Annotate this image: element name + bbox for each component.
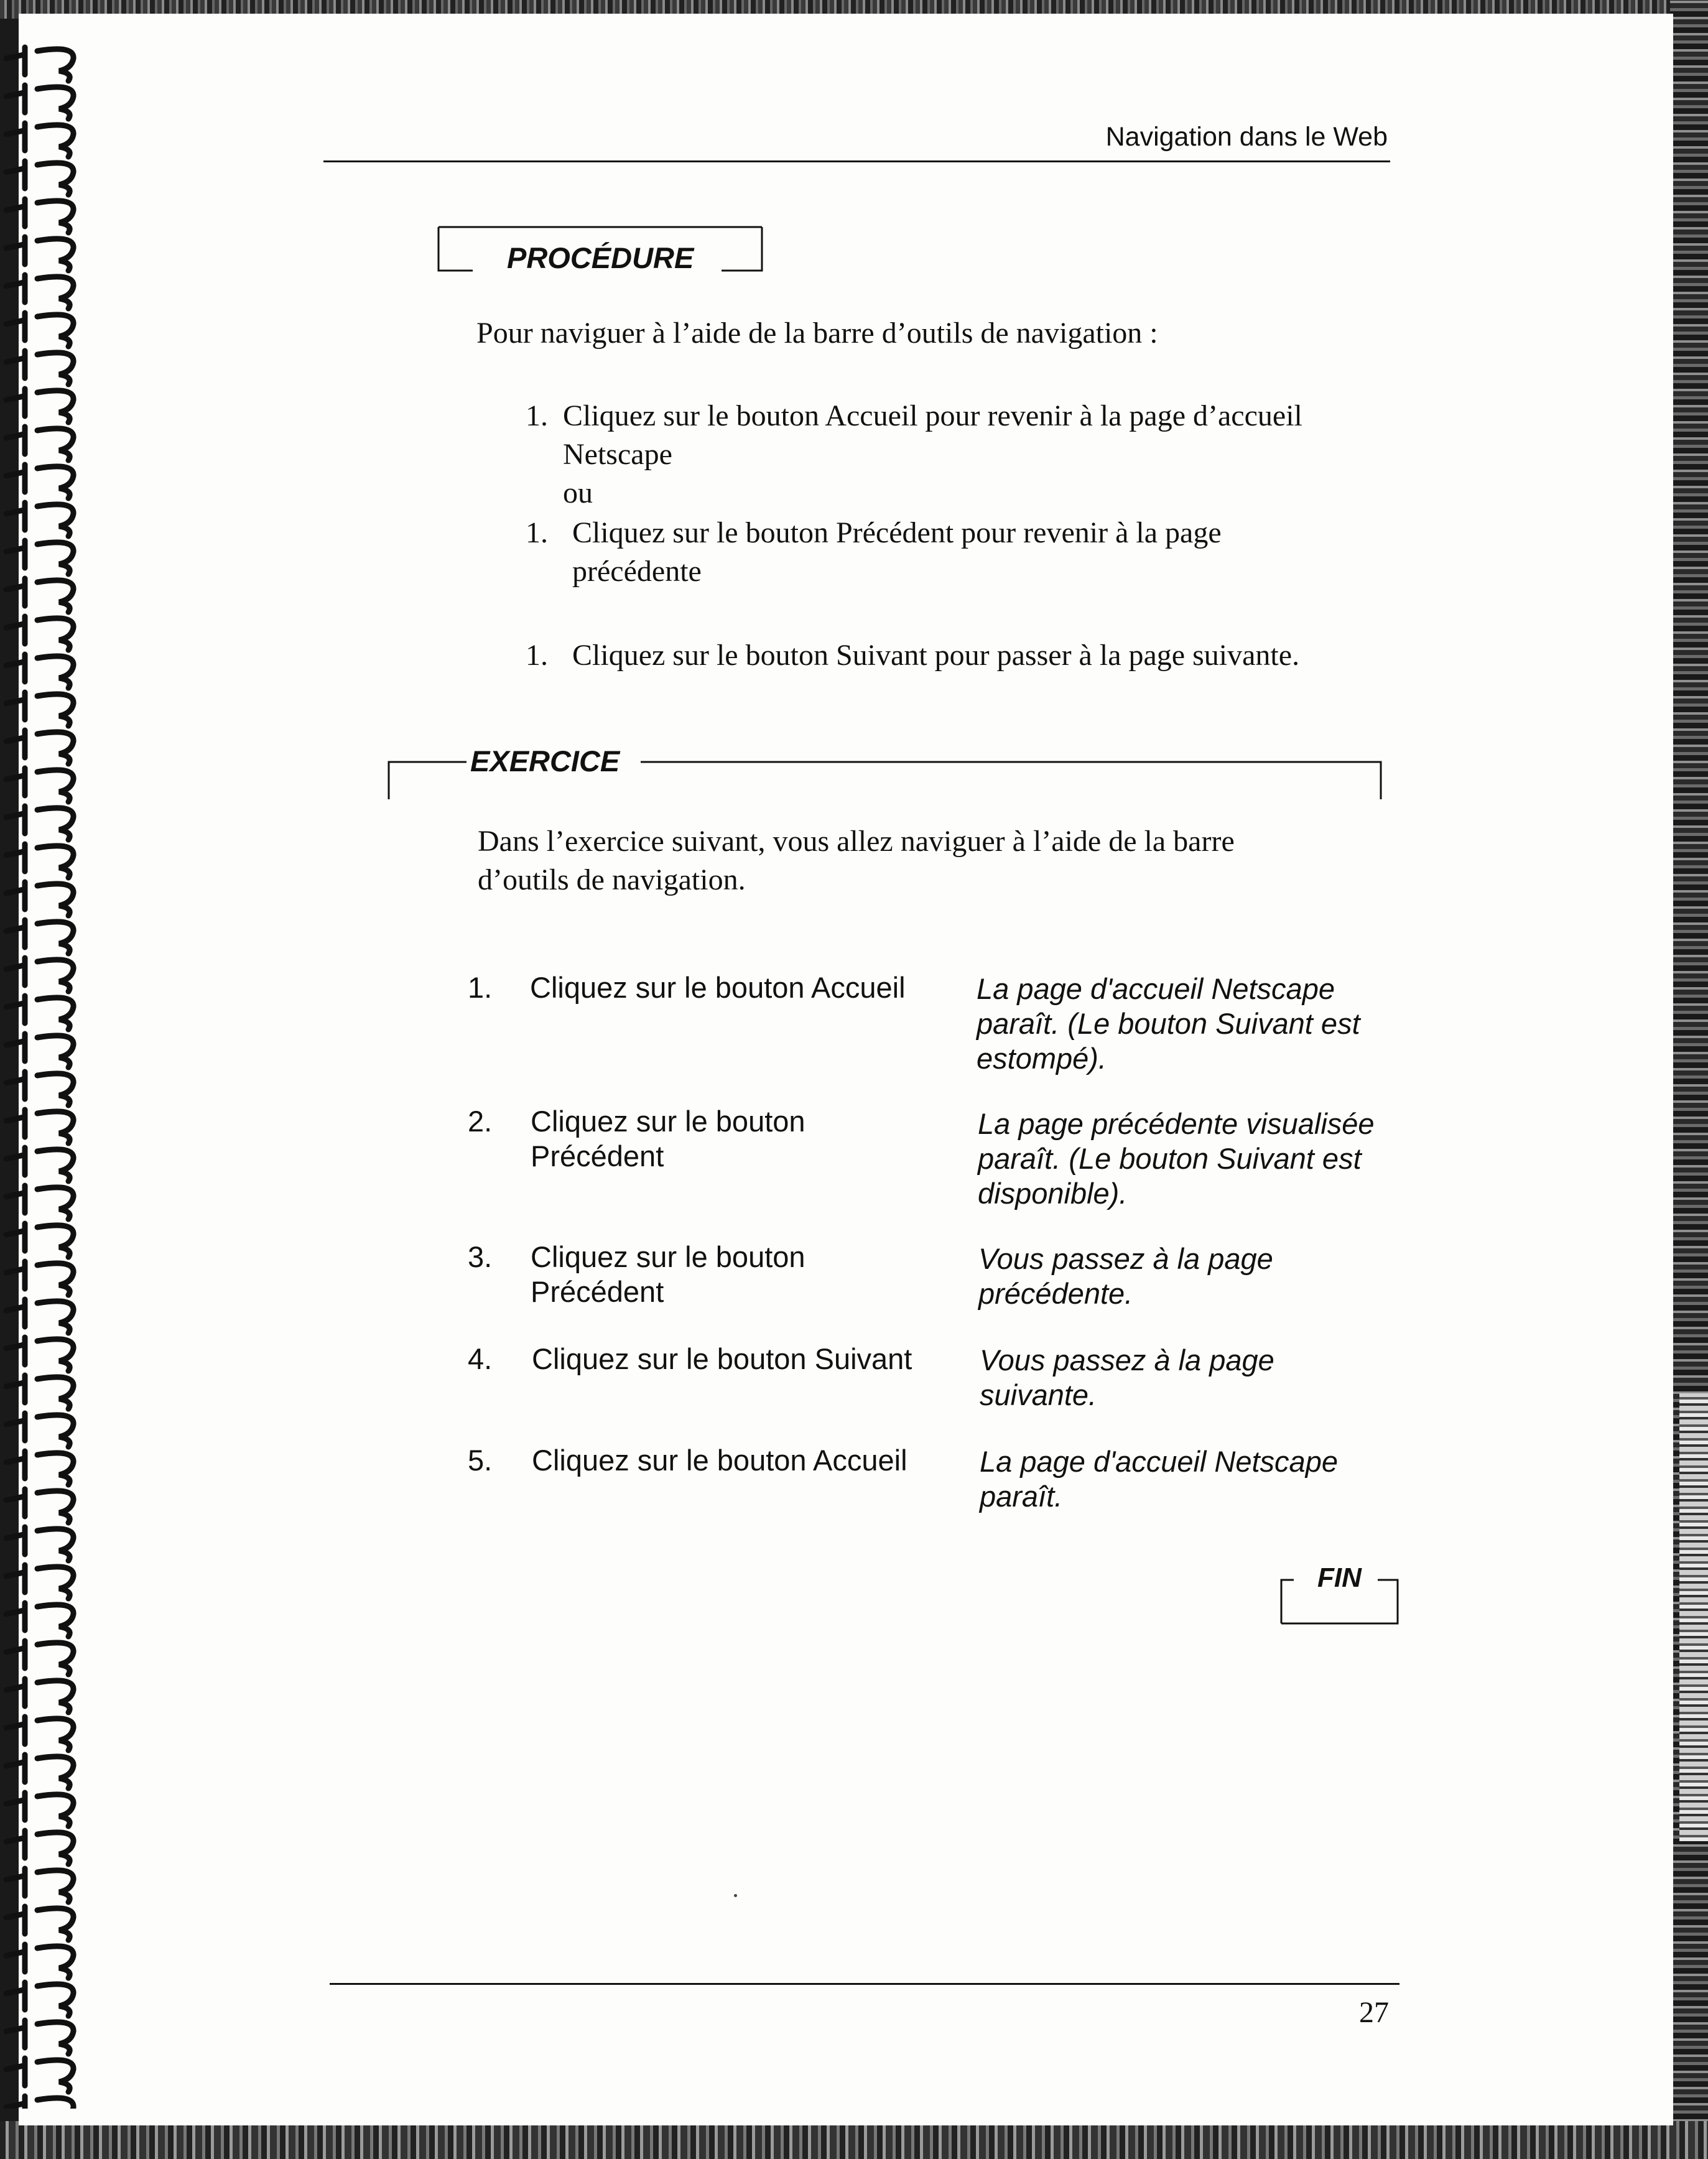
spiral-coil: [6, 578, 73, 612]
spiral-coil: [6, 1148, 73, 1181]
exercice-row-4-action: Cliquez sur le bouton Suivant: [532, 1342, 912, 1375]
spiral-coil: [6, 1831, 73, 1864]
exercice-intro-line1: Dans l’exercice suivant, vous allez naviguer à l’aide de la barre: [478, 825, 1235, 858]
spiral-coil: [6, 275, 73, 309]
spiral-coil: [6, 237, 73, 271]
procedure-label: PROCÉDURE: [507, 241, 694, 274]
spiral-coil: [6, 389, 73, 422]
exercice-row-5-result: La page d'accueil Netscape: [980, 1445, 1338, 1478]
spiral-coil: [6, 1944, 73, 1978]
page-number: 27: [1359, 1996, 1389, 2029]
spiral-coil: [6, 1413, 73, 1447]
spiral-coil: [6, 654, 73, 688]
scan-edge-bottom: [0, 2121, 1708, 2159]
spiral-coil: [6, 465, 73, 498]
procedure-step-3-num: 1.: [526, 639, 548, 672]
exercice-row-5-num: 5.: [468, 1444, 493, 1477]
spiral-coil: [6, 1375, 73, 1409]
spiral-coil: [6, 47, 73, 81]
spiral-coil: [6, 1793, 73, 1826]
spiral-binding: [0, 37, 87, 2109]
exercice-row-2-action: Cliquez sur le bouton: [531, 1105, 805, 1138]
spiral-coil: [6, 616, 73, 650]
procedure-step-1-text-cont: Netscape: [563, 438, 672, 471]
exercice-row-5-result: paraît.: [980, 1480, 1063, 1513]
spiral-coil: [6, 1603, 73, 1637]
exercice-row-1-result: La page d'accueil Netscape: [977, 972, 1335, 1005]
procedure-or: ou: [563, 476, 593, 509]
spiral-coil: [6, 768, 73, 802]
spiral-coil: [6, 844, 73, 878]
spiral-coil: [6, 2058, 73, 2092]
spiral-coil: [6, 351, 73, 384]
procedure-step-2-num: 1.: [526, 516, 548, 549]
spiral-coil: [6, 2096, 73, 2109]
exercice-row-2-result: disponible).: [978, 1177, 1128, 1210]
footer-rule: [330, 1983, 1399, 1985]
spiral-coil: [6, 1641, 73, 1674]
exercice-row-3-num: 3.: [468, 1240, 493, 1273]
procedure-step-2-text-cont: précédente: [572, 555, 702, 588]
spiral-coil: [6, 996, 73, 1029]
spiral-coil: [6, 161, 73, 195]
spiral-coil: [6, 1110, 73, 1143]
spiral-coil: [6, 730, 73, 764]
spiral-coil: [6, 1261, 73, 1295]
spiral-coil: [6, 1755, 73, 1788]
exercice-row-1-result: estompé).: [977, 1042, 1107, 1075]
exercice-row-3-result: Vous passez à la page: [978, 1242, 1273, 1275]
exercice-label: EXERCICE: [470, 745, 620, 778]
spiral-coil: [6, 503, 73, 536]
exercice-row-4-num: 4.: [468, 1342, 493, 1375]
spiral-coil: [6, 313, 73, 346]
spiral-coil: [6, 1906, 73, 1940]
header-rule: [323, 160, 1390, 162]
spiral-coil: [6, 1565, 73, 1599]
running-header: Navigation dans le Web: [1105, 122, 1388, 152]
spiral-coil: [6, 1223, 73, 1257]
exercice-row-1-result: paraît. (Le bouton Suivant est: [977, 1007, 1360, 1040]
procedure-step-2-text: Cliquez sur le bouton Précédent pour revenir à la page: [572, 516, 1222, 549]
spiral-coil: [6, 1489, 73, 1523]
spiral-coil: [6, 2020, 73, 2054]
spiral-coil: [6, 1299, 73, 1333]
spiral-coil: [6, 1982, 73, 2016]
exercice-row-3-action: Cliquez sur le bouton: [531, 1240, 805, 1273]
exercice-row-2-num: 2.: [468, 1105, 493, 1138]
scan-edge-right-light: [1679, 1393, 1708, 1841]
spiral-coil: [6, 1451, 73, 1485]
procedure-intro: Pour naviguer à l’aide de la barre d’outils de navigation :: [476, 317, 1158, 350]
spiral-coil: [6, 1717, 73, 1750]
spiral-coil: [6, 882, 73, 916]
spiral-coil: [6, 1527, 73, 1561]
spiral-coil: [6, 920, 73, 954]
spiral-coil: [6, 1186, 73, 1219]
spiral-coil: [6, 427, 73, 460]
spiral-coil: [6, 692, 73, 726]
exercice-intro-line2: d’outils de navigation.: [478, 863, 746, 896]
fin-label: FIN: [1317, 1562, 1362, 1593]
exercice-row-2-action: Précédent: [531, 1140, 664, 1172]
spiral-coil: [6, 85, 73, 119]
exercice-row-3-result: précédente.: [978, 1277, 1133, 1310]
exercice-row-3-action: Précédent: [531, 1275, 664, 1308]
spiral-coil: [6, 1679, 73, 1712]
exercice-row-4-result: suivante.: [980, 1378, 1097, 1411]
spiral-coil: [6, 123, 73, 157]
exercice-row-2-result: La page précédente visualisée: [978, 1107, 1375, 1140]
spiral-coil: [6, 1072, 73, 1105]
procedure-step-1-num: 1.: [526, 399, 548, 432]
exercice-row-5-action: Cliquez sur le bouton Accueil: [532, 1444, 907, 1477]
spiral-coil: [6, 958, 73, 991]
exercice-row-2-result: paraît. (Le bouton Suivant est: [978, 1142, 1362, 1175]
spiral-coil: [6, 1337, 73, 1371]
spiral-coil: [6, 1034, 73, 1067]
exercice-row-4-result: Vous passez à la page: [980, 1344, 1274, 1377]
exercice-row-1-action: Cliquez sur le bouton Accueil: [530, 971, 906, 1004]
spiral-coil: [6, 806, 73, 840]
procedure-step-3-text: Cliquez sur le bouton Suivant pour passer à la page suivante.: [572, 639, 1300, 672]
exercice-row-1-num: 1.: [468, 971, 493, 1004]
procedure-step-1-text: Cliquez sur le bouton Accueil pour revenir à la page d’accueil: [563, 399, 1302, 432]
spiral-coil: [6, 541, 73, 574]
spiral-coil: [6, 199, 73, 233]
spiral-coil: [6, 1869, 73, 1902]
scan-speck: [734, 1894, 737, 1897]
